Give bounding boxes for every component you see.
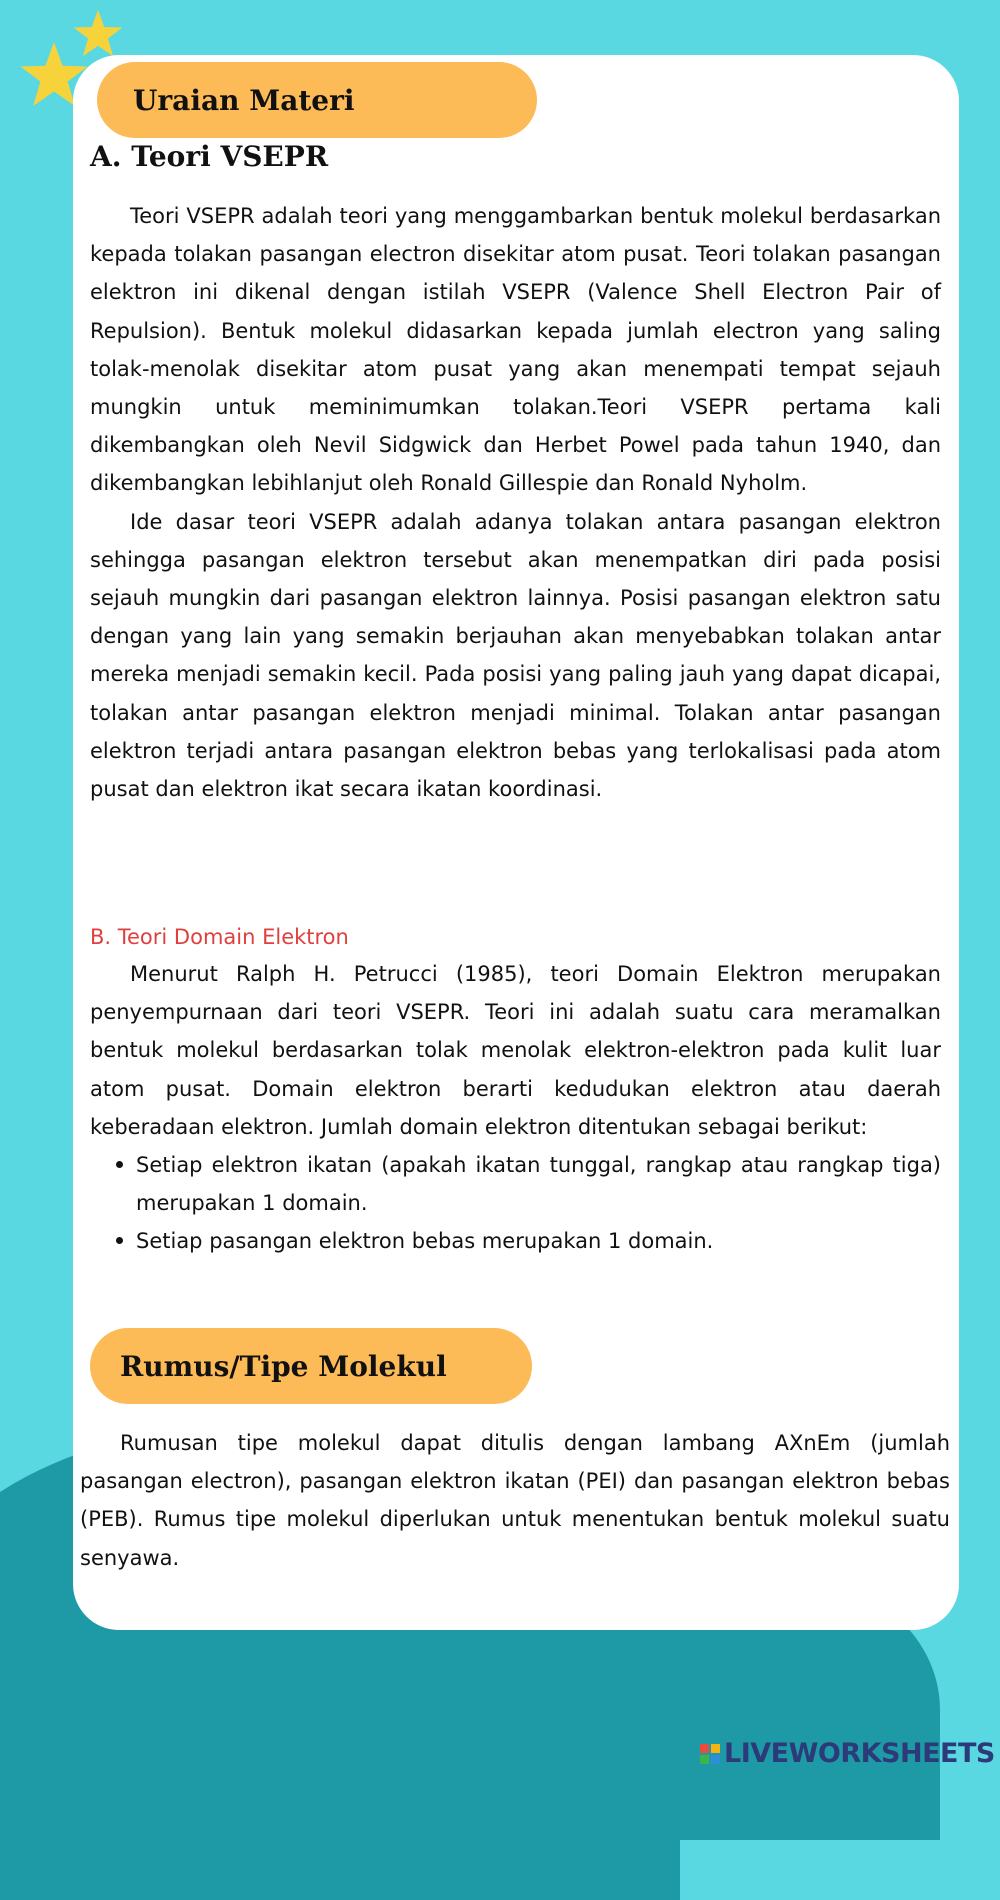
list-item: Setiap elektron ikatan (apakah ikatan tunggal, rangkap atau rangkap tiga) merupakan 1 domain. xyxy=(136,1146,941,1222)
rumus-text-block xyxy=(80,1424,950,1577)
rumus-title: Rumus/Tipe Molekul xyxy=(120,1349,447,1383)
domain-text-block xyxy=(90,955,941,1261)
star-icon-small xyxy=(72,8,124,58)
brand-name: LIVEWORKSHEETS xyxy=(724,1738,995,1769)
liveworksheets-logo-icon xyxy=(700,1744,720,1764)
heading-teori-vsepr: A. Teori VSEPR xyxy=(90,140,329,173)
rumus-paragraph: Rumusan tipe molekul dapat ditulis dengan lambang AXnEm (jumlah pasangan electron), pasangan elektron ikatan (PEI) dan pasangan elektron bebas (PEB). Rumus tipe molekul diperlukan untuk menentukan bentuk molekul suatu senyawa. xyxy=(80,1431,950,1570)
vsepr-paragraph-1: Teori VSEPR adalah teori yang menggambarkan bentuk molekul berdasarkan kepada tolakan pasangan electron disekitar atom pusat. Teori tolakan pasangan elektron ini dikenal dengan istilah VSEPR (Valence Shell Electron Pair of Repulsion). Bentuk molekul didasarkan kepada jumlah electron yang saling tolak-menolak disekitar atom pusat yang akan menempati tempat sejauh mungkin untuk meminimumkan tolakan.Teori VSEPR pertama kali dikembangkan oleh Nevil Sidgwick dan Herbet Powel pada tahun 1940, dan dikembangkan lebihlanjut oleh Ronald Gillespie dan Ronald Nyholm. xyxy=(90,204,941,496)
section-title: Uraian Materi xyxy=(133,83,355,117)
logo-square-e xyxy=(711,1755,720,1764)
logo-square-l xyxy=(700,1744,709,1753)
heading-teori-domain-elektron: B. Teori Domain Elektron xyxy=(90,925,349,949)
section-title-pill xyxy=(97,62,537,138)
logo-square-i xyxy=(711,1744,720,1753)
liveworksheets-logo[interactable] xyxy=(700,1738,995,1769)
vsepr-text-block xyxy=(90,197,941,808)
domain-paragraph: Menurut Ralph H. Petrucci (1985), teori Domain Elektron merupakan penyempurnaan dari teori VSEPR. Teori ini adalah suatu cara meramalkan bentuk molekul berdasarkan tolak menolak elektron-elektron pada kulit luar atom pusat. Domain elektron berarti kedudukan elektron atau daerah keberadaan elektron. Jumlah domain elektron ditentukan sebagai berikut: xyxy=(90,962,941,1139)
logo-square-v xyxy=(700,1755,709,1764)
rumus-title-pill xyxy=(90,1328,532,1404)
list-item: Setiap pasangan elektron bebas merupakan 1 domain. xyxy=(136,1222,941,1260)
domain-bullet-list xyxy=(90,1146,941,1261)
vsepr-paragraph-2: Ide dasar teori VSEPR adalah adanya tolakan antara pasangan elektron sehingga pasangan elektron tersebut akan menempatkan diri pada posisi sejauh mungkin dari pasangan elektron lainnya. Posisi pasangan elektron satu dengan yang lain yang semakin berjauhan akan menyebabkan tolakan antar mereka menjadi semakin kecil. Pada posisi yang paling jauh yang dapat dicapai, tolakan antar pasangan elektron menjadi minimal. Tolakan antar pasangan elektron terjadi antara pasangan elektron bebas yang terlokalisasi pada atom pusat dan elektron ikat secara ikatan koordinasi. xyxy=(90,509,941,802)
